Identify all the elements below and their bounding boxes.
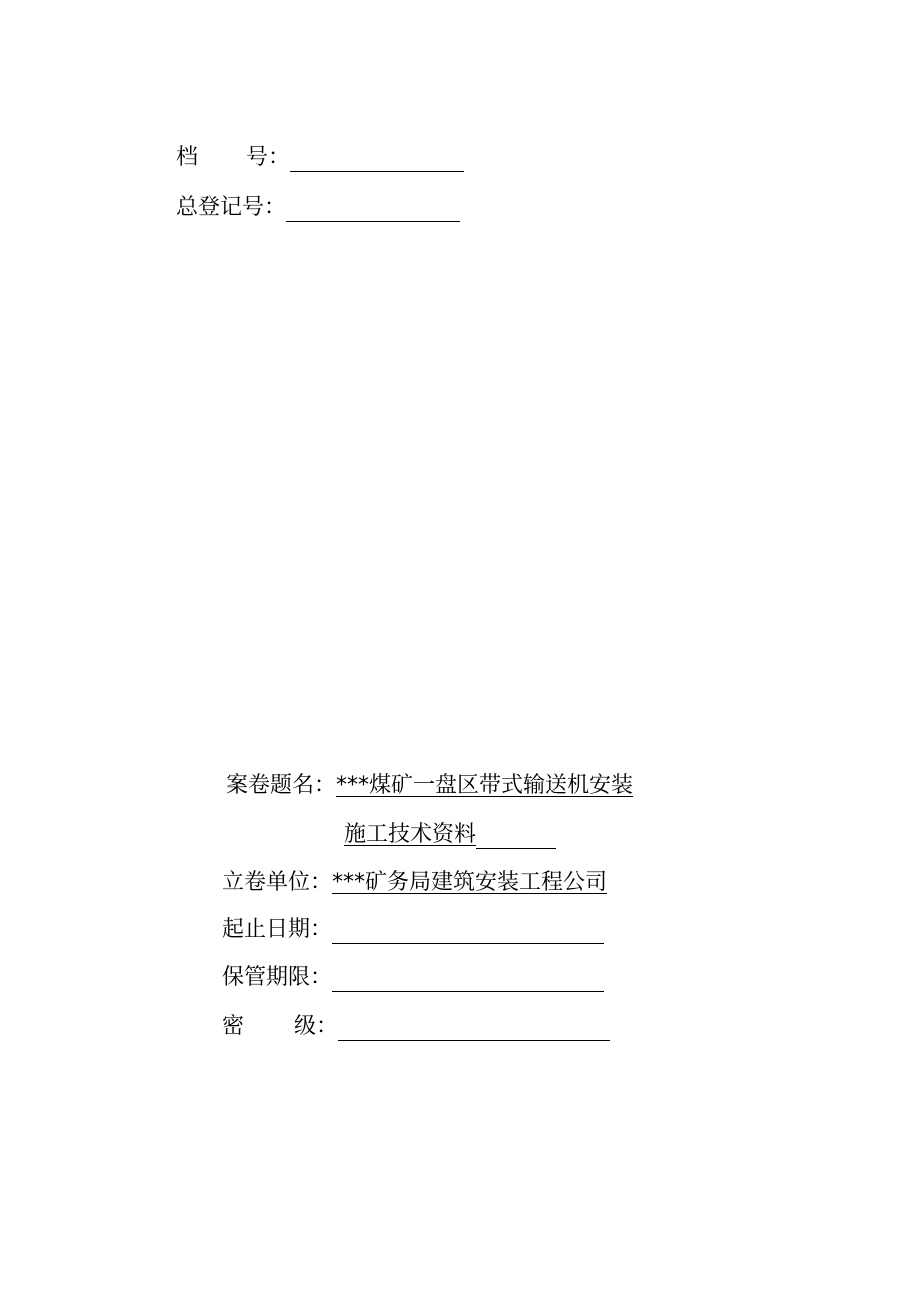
registry-number-row bbox=[176, 194, 460, 222]
date-range-row bbox=[222, 916, 604, 944]
retention-label: 保管期限 bbox=[222, 965, 311, 990]
archive-number-row bbox=[176, 144, 464, 172]
security-level-field[interactable] bbox=[338, 1014, 610, 1041]
archive-number-label-a: 档 bbox=[176, 145, 199, 170]
security-level-row bbox=[222, 1013, 610, 1041]
registry-number-colon: ： bbox=[264, 195, 287, 220]
security-level-label-b: 级 bbox=[294, 1014, 317, 1039]
date-range-label: 起止日期 bbox=[222, 917, 311, 942]
case-title-row bbox=[226, 772, 633, 800]
date-range-field[interactable] bbox=[332, 917, 604, 944]
security-level-label-a: 密 bbox=[222, 1014, 245, 1039]
archive-number-colon: ： bbox=[268, 145, 291, 170]
archive-number-label-b: 号 bbox=[246, 145, 269, 170]
filing-unit-label: 立卷单位 bbox=[222, 870, 311, 895]
retention-row bbox=[222, 964, 604, 992]
case-title-row-2 bbox=[344, 821, 556, 849]
date-range-colon: ： bbox=[310, 917, 333, 942]
case-title-colon: ： bbox=[314, 773, 337, 798]
filing-unit-value: ***矿务局建筑安装工程公司 bbox=[332, 870, 608, 895]
archive-number-field[interactable] bbox=[290, 145, 464, 172]
retention-field[interactable] bbox=[332, 965, 604, 992]
case-title-tail-blank bbox=[476, 822, 556, 849]
case-title-value-line2: 施工技术资料 bbox=[344, 822, 477, 847]
registry-number-label: 总登记号 bbox=[176, 195, 265, 220]
case-title-value-line1: ***煤矿一盘区带式输送机安装 bbox=[336, 773, 634, 798]
case-title-label: 案卷题名 bbox=[226, 773, 315, 798]
security-level-colon: ： bbox=[316, 1014, 339, 1039]
registry-number-field[interactable] bbox=[286, 195, 460, 222]
filing-unit-colon: ： bbox=[310, 870, 333, 895]
filing-unit-row bbox=[222, 869, 607, 897]
retention-colon: ： bbox=[310, 965, 333, 990]
